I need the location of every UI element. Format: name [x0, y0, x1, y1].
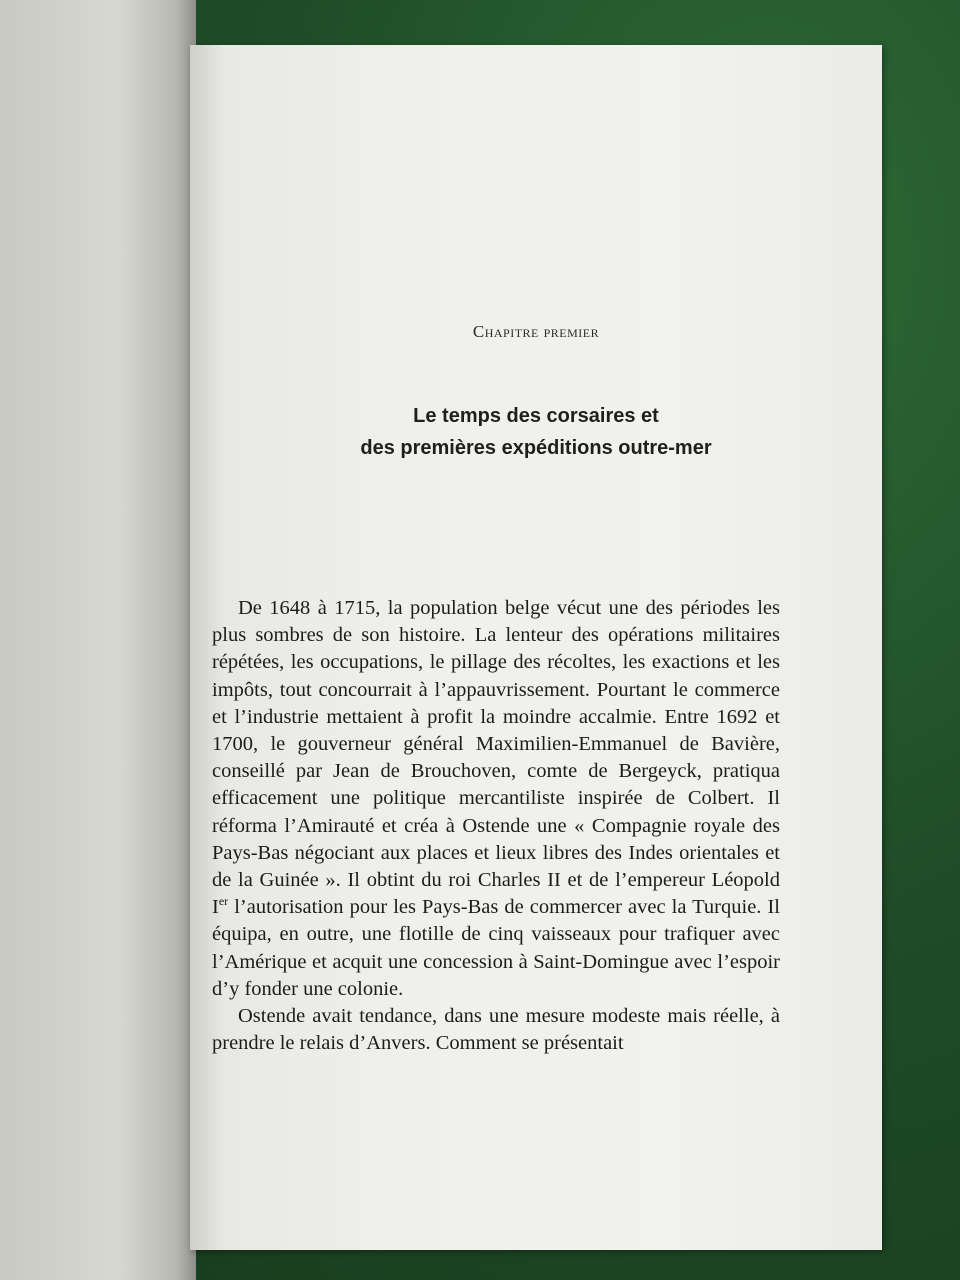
paragraph-1 — [212, 595, 780, 1003]
chapter-title-line-1: Le temps des corsaires et — [413, 405, 659, 427]
superscript-er: er — [218, 894, 229, 909]
book-page — [190, 45, 882, 1250]
paragraph-1-part-2: l’autorisation pour les Pays-Bas de commercer avec la Turquie. Il équipa, en outre, une flotille de cinq vaisseaux pour trafiquer avec l’Amérique et acquit une concession à Saint-Domingue avec l’espoir d’y fonder une colonie. — [212, 896, 780, 1000]
paragraph-1-part-1: De 1648 à 1715, la population belge vécut une des périodes les plus sombres de son histoire. La lenteur des opérations militaires répétées, les occupations, le pillage des récoltes, les exactions et les impôts, tout concourrait à l’appauvrissement. Pourtant le commerce et l’industrie mettaient à profit la moindre accalmie. Entre 1692 et 1700, le gouverneur général Maximilien-Emmanuel de Bavière, conseillé par Jean de Brouchoven, comte de Bergeyck, pratiqua efficacement une politique mercantiliste inspirée de Colbert. Il réforma l’Amirauté et créa à Ostende une « Compagnie royale des Pays-Bas négociant aux places et lieux libres des Indes orientales et de la Guinée ». Il obtint du roi Charles II et de l’empereur Léopold I — [212, 597, 780, 919]
chapter-title — [190, 400, 882, 464]
chapter-title-line-2: des premières expéditions outre-mer — [360, 437, 712, 459]
chapter-label: Chapitre premier — [472, 322, 600, 341]
paragraph-2: Ostende avait tendance, dans une mesure modeste mais réelle, à prendre le relais d’Anvers. Comment se présentait — [212, 1005, 780, 1055]
facing-page-edge — [0, 0, 196, 1280]
body-text — [212, 595, 780, 1057]
